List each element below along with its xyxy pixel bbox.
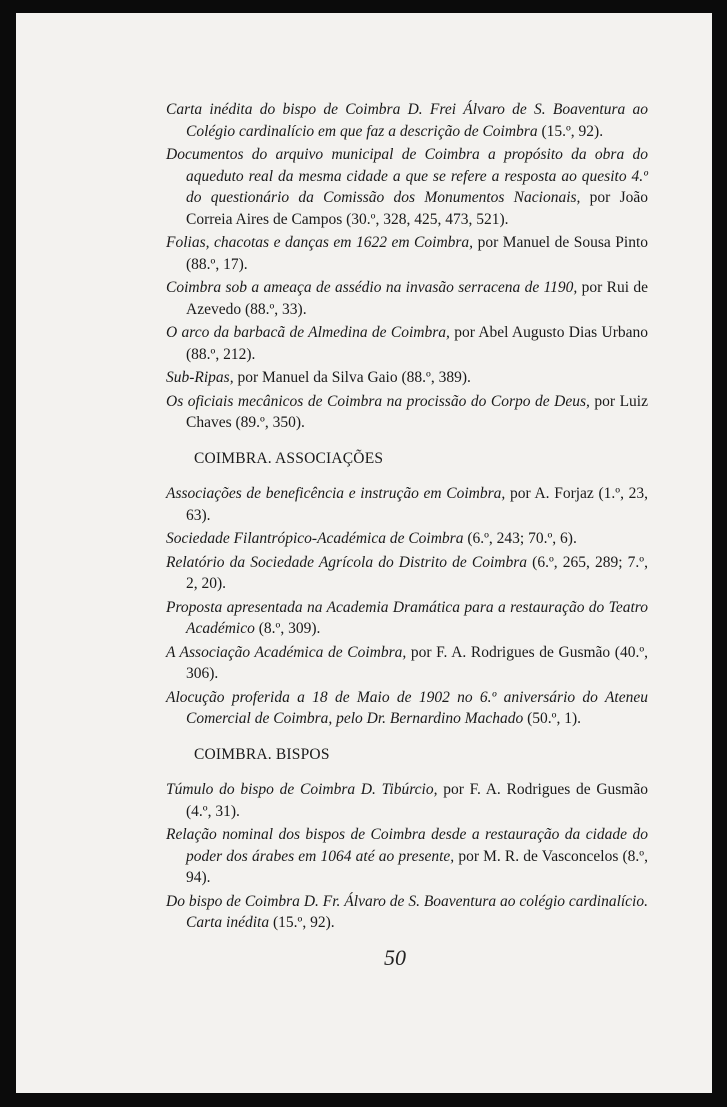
entry-title: Sociedade Filantrópico-Académica de Coimbra xyxy=(166,530,464,547)
entry-reference: por M. R. de Vasconcelos (8.º, 94). xyxy=(186,847,648,886)
entry-title: Do bispo de Coimbra D. Fr. Álvaro de S. Boaventura ao colégio cardinalício. Carta inédita xyxy=(166,892,648,931)
bibliography-entry xyxy=(166,779,648,822)
entry-reference: (8.º, 309). xyxy=(258,620,321,637)
entry-reference: por Abel Augusto Dias Urbano (88.º, 212). xyxy=(186,324,648,363)
entry-title: Coimbra sob a ameaça de assédio na invasão serracena de 1190, xyxy=(166,279,578,296)
bibliography-entry xyxy=(166,232,648,275)
section-heading: COIMBRA. BISPOS xyxy=(194,745,330,763)
entry-title: Associações de beneficência e instrução em Coimbra, xyxy=(166,485,506,502)
entry-reference: por Rui de Azevedo (88.º, 33). xyxy=(186,279,649,318)
entry-title: A Associação Académica de Coimbra, xyxy=(166,643,407,661)
bibliography-entry xyxy=(166,277,648,320)
entry-reference: (15.º, 92). xyxy=(541,122,604,140)
entry-title: Relação nominal dos bispos de Coimbra desde a restauração da cidade do poder dos árabes em 1064 até ao presente, xyxy=(166,826,648,865)
entry-reference: por Manuel da Silva Gaio (88.º, 389). xyxy=(237,369,471,386)
entry-title: O arco da barbacã de Almedina de Coimbra, xyxy=(166,324,450,341)
entry-reference: por F. A. Rodrigues de Gusmão (4.º, 31). xyxy=(186,781,648,820)
entry-reference: por A. Forjaz (1.º, 23, 63). xyxy=(186,485,648,524)
entry-title: Sub-Ripas, xyxy=(166,369,234,386)
entry-reference: (6.º, 243; 70.º, 6). xyxy=(467,530,577,547)
bibliography-entry xyxy=(166,483,648,526)
bibliography-entry xyxy=(166,528,648,550)
entry-reference: (50.º, 1). xyxy=(527,710,582,727)
entry-reference: (15.º, 92). xyxy=(272,914,335,931)
document-page xyxy=(16,13,712,1093)
entry-title: Documentos do arquivo municipal de Coimbra a propósito da obra do aqueduto real da mesma cidade a que se refere a resposta ao quesito 4.º do questionário da Comissão dos Monumentos Nacionais, xyxy=(166,146,648,206)
bibliography-entry xyxy=(166,322,648,365)
intro-entries xyxy=(166,99,648,434)
entry-reference: por F. A. Rodrigues de Gusmão (40.º, 306). xyxy=(186,643,649,682)
page-number: 50 xyxy=(384,945,406,970)
bibliography-entry xyxy=(166,99,648,142)
bibliography-entry xyxy=(166,552,648,595)
section-heading: COIMBRA. ASSOCIAÇÕES xyxy=(194,449,384,467)
entry-title: Carta inédita do bispo de Coimbra D. Frei Álvaro de S. Boaventura ao Colégio cardinalício em que faz a descrição de Coimbra xyxy=(166,101,648,140)
bibliography-content xyxy=(166,99,648,936)
section-bispos xyxy=(166,744,648,934)
bibliography-entry xyxy=(166,824,648,889)
entry-title: Os oficiais mecânicos de Coimbra na procissão do Corpo de Deus, xyxy=(166,392,590,410)
entry-reference: (6.º, 265, 289; 7.º, 2, 20). xyxy=(186,553,648,592)
entry-title: Relatório da Sociedade Agrícola do Distrito de Coimbra xyxy=(166,553,528,571)
bibliography-entry xyxy=(166,367,648,389)
section-associacoes xyxy=(166,448,648,730)
entry-title: Túmulo do bispo de Coimbra D. Tibúrcio, xyxy=(166,781,438,798)
entry-reference: por João Correia Aires de Campos (30.º, 328, 425, 473, 521). xyxy=(186,189,649,228)
bibliography-entry xyxy=(166,642,648,685)
bibliography-entry xyxy=(166,597,648,640)
entry-title: Proposta apresentada na Academia Dramática para a restauração do Teatro Académico xyxy=(166,598,648,637)
bibliography-entry xyxy=(166,891,648,934)
entry-title: Folias, chacotas e danças em 1622 em Coimbra, xyxy=(166,234,474,251)
bibliography-entry xyxy=(166,687,648,730)
entry-reference: por Luiz Chaves (89.º, 350). xyxy=(186,392,648,431)
bibliography-entry xyxy=(166,391,648,434)
entry-reference: por Manuel de Sousa Pinto (88.º, 17). xyxy=(186,234,649,273)
entry-title: Alocução proferida a 18 de Maio de 1902 no 6.º aniversário do Ateneu Comercial de Coimbra, pelo Dr. Bernardino Machado xyxy=(166,688,648,727)
bibliography-entry xyxy=(166,144,648,230)
